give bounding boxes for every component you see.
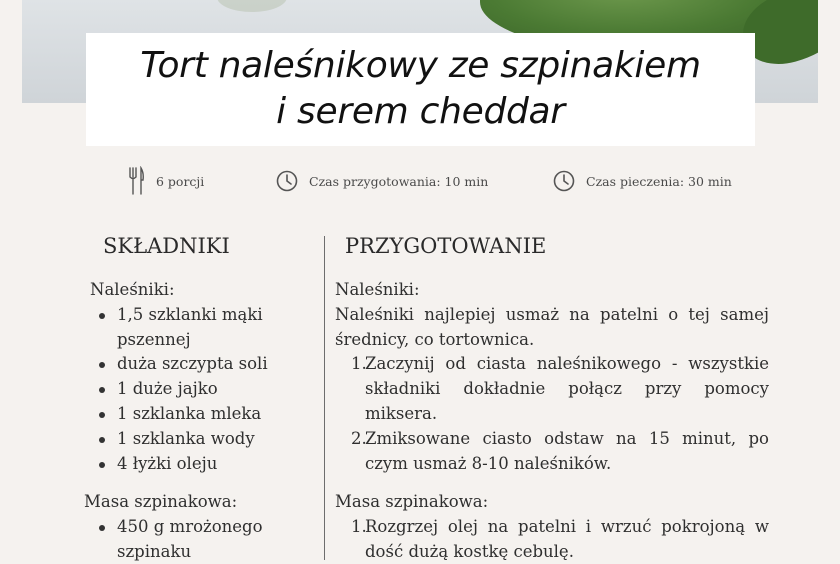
ingredient-item: 4 łyżki oleju	[90, 452, 292, 477]
ingredient-item: 1,5 szklanki mąki pszennej	[90, 303, 292, 353]
prep-step: 2. Zmiksowane ciasto odstaw na 15 minut, po czym usmaż 8-10 naleśników.	[351, 428, 769, 473]
preparation-heading: PRZYGOTOWANIE	[345, 234, 547, 258]
column-divider	[324, 236, 325, 560]
clock-icon	[276, 170, 298, 192]
ingredient-item: 450 g mrożonego szpinaku	[90, 515, 267, 564]
recipe-meta	[0, 166, 840, 196]
prep-step: 1. Zaczynij od ciasta naleśnikowego - wszystkie składniki dokładnie połącz przy pomocy miksera.	[351, 354, 769, 423]
title-line-1: Tort naleśnikowy ze szpinakiem	[140, 45, 701, 86]
ingredients-group-2	[84, 490, 304, 564]
ingredients-list	[90, 515, 304, 564]
servings-label: 6 porcji	[156, 173, 205, 189]
ingredients-group-title: Naleśniki:	[90, 280, 175, 299]
preparation-section-1	[335, 278, 769, 476]
title-card	[86, 33, 755, 146]
recipe-title	[86, 43, 755, 135]
ingredient-item: 1 duże jajko	[90, 377, 292, 402]
prep-step: 1. Rozgrzej olej na patelni i wrzuć pokrojoną w dość dużą kostkę cebulę.	[351, 516, 769, 561]
ingredients-heading: SKŁADNIKI	[103, 234, 230, 258]
prep-section-title: Naleśniki:	[335, 280, 420, 299]
ingredient-item: 1 szklanka wody	[90, 427, 292, 452]
ingredients-list	[90, 303, 310, 477]
bake-time-label: Czas pieczenia: 30 min	[586, 173, 732, 189]
bake-time	[553, 166, 732, 196]
title-line-2: i serem cheddar	[276, 91, 565, 132]
prep-steps	[335, 352, 769, 476]
preparation-section-2	[335, 490, 769, 564]
prep-time	[276, 166, 488, 196]
prep-time-label: Czas przygotowania: 10 min	[309, 173, 489, 189]
prep-section-title: Masa szpinakowa:	[335, 492, 489, 511]
servings	[127, 166, 204, 196]
ingredient-item: duża szczypta soli	[90, 352, 292, 377]
spinach-leaf-left	[217, 0, 287, 12]
ingredients-group-title: Masa szpinakowa:	[84, 492, 238, 511]
prep-intro: Naleśniki najlepiej usmaż na patelni o tej samej średnicy, co tortownica.	[335, 304, 769, 349]
ingredient-item: 1 szklanka mleka	[90, 402, 292, 427]
fork-knife-icon	[127, 166, 145, 196]
ingredients-group-1	[90, 278, 310, 476]
clock-icon	[553, 170, 575, 192]
prep-steps	[335, 515, 769, 564]
